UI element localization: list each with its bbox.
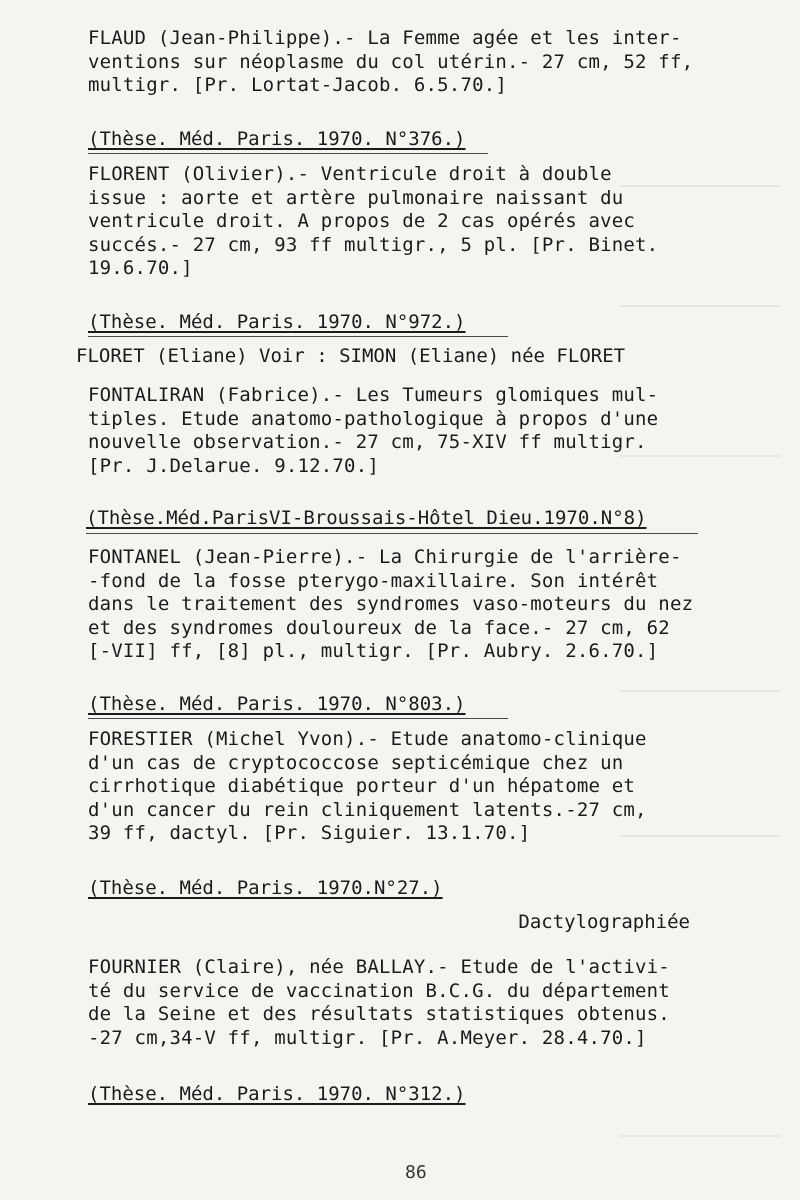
entry-line: FLORENT (Olivier).- Ventricule droit à double bbox=[88, 163, 612, 185]
separator-rule bbox=[88, 153, 488, 154]
entry-line: -fond de la fosse pterygo-maxillaire. Son intérêt bbox=[88, 569, 659, 592]
entry-line: FONTANEL (Jean-Pierre).- La Chirurgie de l'arrière- bbox=[88, 546, 682, 568]
entry-line: issue : aorte et artère pulmonaire naissant du bbox=[88, 186, 624, 209]
catalog-entry-flaud bbox=[88, 27, 738, 98]
entry-line: té du service de vaccination B.C.G. du département bbox=[88, 979, 670, 1002]
thesis-reference: (Thèse. Méd. Paris. 1970. N°803.) bbox=[88, 693, 466, 715]
entry-line: succés.- 27 cm, 93 ff multigr., 5 pl. [Pr. Binet. bbox=[88, 233, 659, 256]
entry-line: FONTALIRAN (Fabrice).- Les Tumeurs glomiques mul- bbox=[88, 384, 659, 406]
entry-line: d'un cas de cryptococcose septicémique chez un bbox=[88, 751, 624, 774]
separator-rule bbox=[88, 336, 508, 337]
bleed-through-mark bbox=[620, 1135, 780, 1137]
entry-line: [Pr. J.Delarue. 9.12.70.] bbox=[88, 454, 379, 477]
entry-line: d'un cancer du rein cliniquement latents.-27 cm, bbox=[88, 798, 647, 821]
entry-line: -27 cm,34-V ff, multigr. [Pr. A.Meyer. 28.4.70.] bbox=[88, 1026, 647, 1049]
entry-line: ventricule droit. A propos de 2 cas opérés avec bbox=[88, 210, 636, 232]
catalog-entry-fontanel bbox=[88, 546, 738, 664]
entry-line: de la Seine et des résultats statistiques obtenus. bbox=[88, 1003, 670, 1025]
entry-line: et des syndromes douloureux de la face.- 27 cm, 62 bbox=[88, 616, 670, 639]
entry-line: nouvelle observation.- 27 cm, 75-XIV ff multigr. bbox=[88, 431, 647, 453]
thesis-reference: (Thèse. Méd. Paris. 1970. N°972.) bbox=[88, 311, 466, 333]
cross-reference-floret: FLORET (Eliane) Voir : SIMON (Eliane) née FLORET bbox=[76, 345, 626, 367]
page-number: 86 bbox=[405, 1162, 427, 1183]
thesis-reference: (Thèse.Méd.ParisVI-Broussais-Hôtel Dieu.1970.N°8) bbox=[86, 507, 647, 529]
bleed-through-mark bbox=[620, 305, 780, 307]
thesis-reference: (Thèse. Méd. Paris. 1970. N°312.) bbox=[88, 1083, 466, 1105]
entry-line: [-VII] ff, [8] pl., multigr. [Pr. Aubry. 2.6.70.] bbox=[88, 640, 659, 662]
catalog-entry-florent bbox=[88, 163, 738, 281]
catalog-entry-forestier bbox=[88, 728, 738, 846]
entry-line: dans le traitement des syndromes vaso-moteurs du nez bbox=[88, 593, 694, 615]
entry-line: FLAUD (Jean-Philippe).- La Femme agée et les inter- bbox=[88, 27, 682, 49]
entry-line: tiples. Etude anatomo-pathologique à propos d'une bbox=[88, 407, 659, 430]
catalog-entry-fournier bbox=[88, 956, 738, 1050]
separator-rule bbox=[88, 718, 508, 719]
bleed-through-mark bbox=[620, 690, 780, 692]
typescript-note: Dactylographiée bbox=[518, 911, 690, 933]
entry-line: FORESTIER (Michel Yvon).- Etude anatomo-clinique bbox=[88, 728, 647, 750]
entry-line: cirrhotique diabétique porteur d'un hépatome et bbox=[88, 775, 636, 797]
thesis-reference: (Thèse. Méd. Paris. 1970. N°376.) bbox=[88, 128, 466, 150]
entry-line: multigr. [Pr. Lortat-Jacob. 6.5.70.] bbox=[88, 74, 508, 96]
thesis-reference: (Thèse. Méd. Paris. 1970.N°27.) bbox=[88, 877, 443, 899]
entry-line: ventions sur néoplasme du col utérin.- 27 cm, 52 ff, bbox=[88, 50, 694, 73]
entry-line: FOURNIER (Claire), née BALLAY.- Etude de l'activi- bbox=[88, 956, 670, 978]
catalog-entry-fontaliran bbox=[88, 384, 738, 478]
entry-line: 19.6.70.] bbox=[88, 257, 193, 279]
entry-line: 39 ff, dactyl. [Pr. Siguier. 13.1.70.] bbox=[88, 822, 531, 844]
separator-rule bbox=[86, 533, 698, 534]
